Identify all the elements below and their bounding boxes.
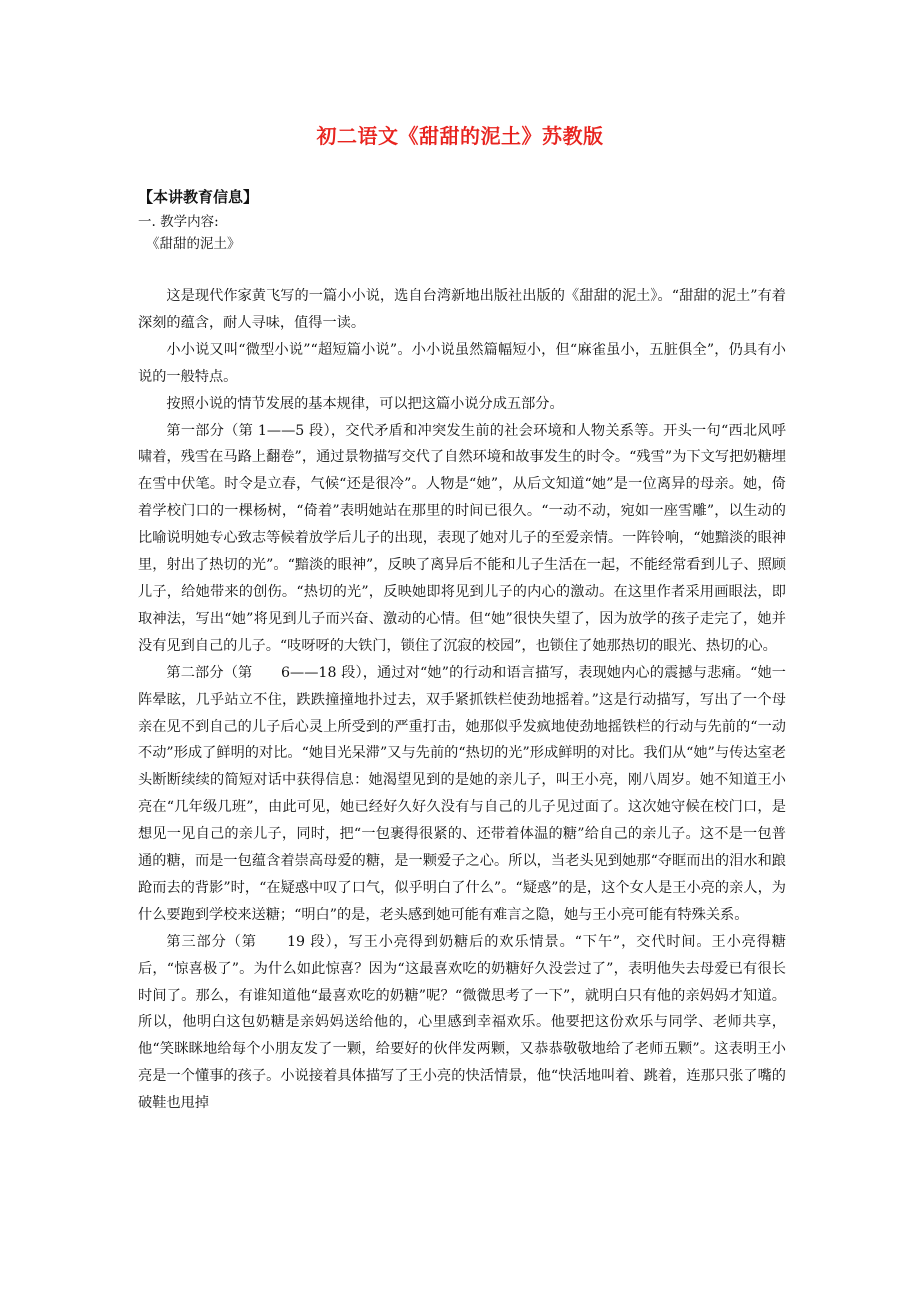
teaching-content-label: 一. 教学内容: [138, 214, 219, 230]
section-header: 【本讲教育信息】 [138, 188, 259, 206]
document-title: 初二语文《甜甜的泥土》苏教版 [316, 124, 604, 148]
teaching-content-value: 《甜甜的泥土》 [146, 236, 241, 252]
paragraph-part-one: 第一部分（第 1——5 段），交代矛盾和冲突发生前的社会环境和人物关系等。开头一句“西北风呼啸着，残雪在马路上翻卷”，通过景物描写交代了自然环境和故事发生的时令。“残雪”为下文写把奶糖埋在雪中伏笔。时令是立春，气候“还是很冷”。人物是“她”，从后文知道“她”是一位离异的母亲。她，倚着学校门口的一棵杨树，“倚着”表明她站在那里的时间已很久。“一动不动，宛如一座雪雕”，以生动的比喻说明她专心致志等候着放学后儿子的出现，表现了她对儿子的至爱亲情。一阵铃响，“她黯淡的眼神里，射出了热切的光”。“黯淡的眼神”，反映了离异后不能和儿子生活在一起，不能经常看到儿子、照顾儿子，给她带来的创伤。“热切的光”，反映她即将见到儿子的内心的激动。在这里作者采用画眼法，即取神法，写出“她”将见到儿子而兴奋、激动的心情。但“她”很快失望了，因为放学的孩子走完了，她并没有见到自己的儿子。“吱呀呀的大铁门，锁住了沉寂的校园”，也锁住了她那热切的眼光、热切的心。 [138, 422, 786, 654]
paragraph-structure: 按照小说的情节发展的基本规律，可以把这篇小说分成五部分。 [166, 395, 564, 412]
paragraph-part-three: 第三部分（第 19 段），写王小亮得到奶糖后的欢乐情景。“下午”，交代时间。王小亮得糖后，“惊喜极了”。为什么如此惊喜？因为“这最喜欢吃的奶糖好久没尝过了”，表明他失去母爱已有很长时间了。那么，有谁知道他“最喜欢吃的奶糖”呢？“微微思考了一下”，就明白只有他的亲妈妈才知道。所以，他明白这包奶糖是亲妈妈送给他的，心里感到幸福欢乐。他要把这份欢乐与同学、老师共享，他“笑眯眯地给每个小朋友发了一颗，给要好的伙伴发两颗，又恭恭敬敬地给了老师五颗”。这表明王小亮是一个懂事的孩子。小说接着具体描写了王小亮的快活情景，他“快活地叫着、跳着，连那只张了嘴的破鞋也甩掉 [138, 933, 786, 1112]
paragraph-part-two: 第二部分（第 6——18 段），通过对“她”的行动和语言描写，表现她内心的震撼与悲痛。“她一阵晕眩，几乎站立不住，跌跌撞撞地扑过去，双手紧抓铁栏使劲地摇着。”这是行动描写，写出了一个母亲在见不到自己的儿子后心灵上所受到的严重打击，她那似乎发疯地使劲地摇铁栏的行动与先前的“一动不动”形成了鲜明的对比。“她目光呆滞”又与先前的“热切的光”形成鲜明的对比。我们从“她”与传达室老头断断续续的简短对话中获得信息：她渴望见到的是她的亲儿子，叫王小亮，刚八周岁。她不知道王小亮在“几年级几班”，由此可见，她已经好久好久没有与自己的儿子见过面了。这次她守候在校门口，是想见一见自己的亲儿子，同时，把“一包裹得很紧的、还带着体温的糖”给自己的亲儿子。这不是一包普通的糖，而是一包蕴含着崇高母爱的糖，是一颗爱子之心。所以，当老头见到她那“夺眶而出的泪水和踉跄而去的背影”时，“在疑惑中叹了口气，似乎明白了什么”。“疑惑”的是，这个女人是王小亮的亲人，为什么要跑到学校来送糖；“明白”的是，老头感到她可能有难言之隐，她与王小亮可能有特殊关系。 [138, 664, 786, 923]
paragraph-intro: 这是现代作家黄飞写的一篇小小说，选自台湾新地出版社出版的《甜甜的泥土》。“甜甜的泥土”有着深刻的蕴含，耐人寻味，值得一读。 [138, 288, 786, 331]
paragraph-definition: 小小说又叫“微型小说”“超短篇小说”。小小说虽然篇幅短小，但“麻雀虽小，五脏俱全”，仍具有小说的一般特点。 [138, 341, 786, 385]
body-text [138, 283, 786, 1117]
